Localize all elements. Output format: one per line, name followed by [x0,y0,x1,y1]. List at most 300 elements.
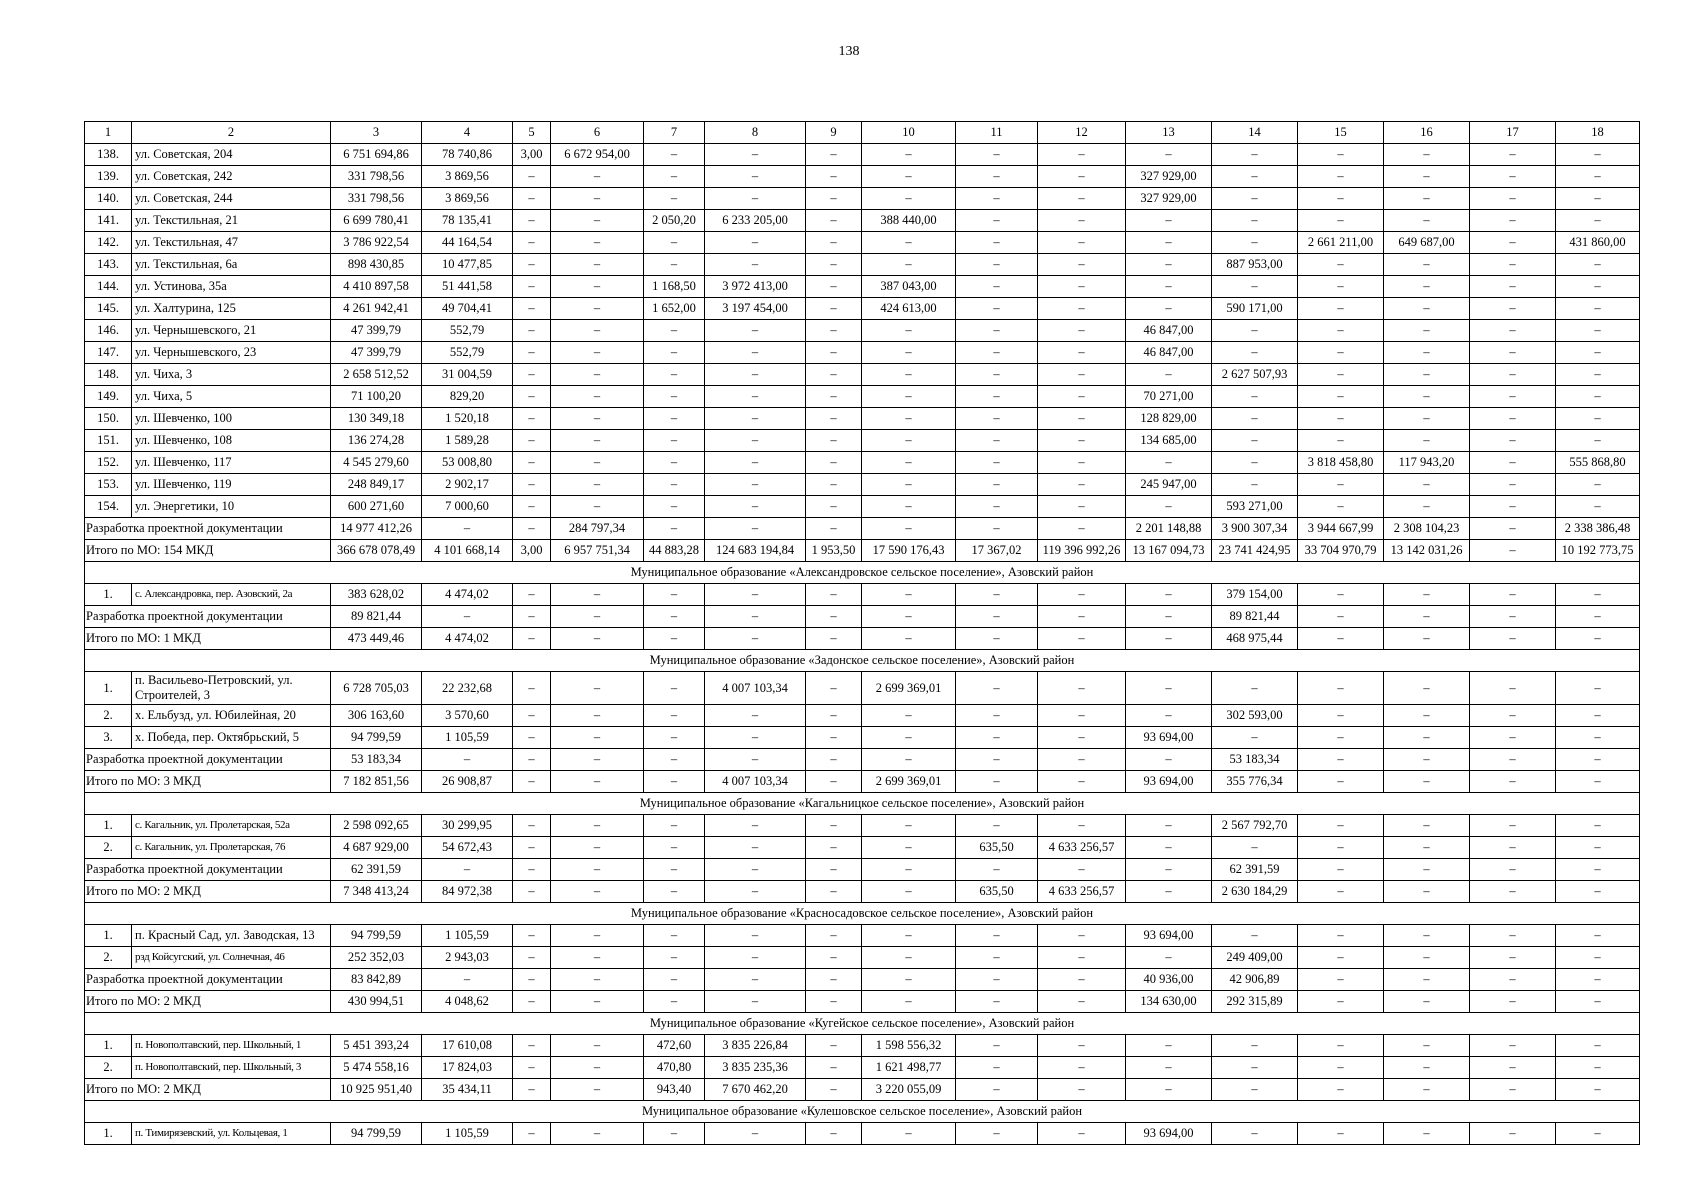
address-cell: ул. Шевченко, 119 [132,474,331,496]
value-cell: – [1126,947,1212,969]
value-cell: – [1470,1057,1556,1079]
value-cell: – [1384,320,1470,342]
value-cell: – [513,672,551,705]
value-cell: – [1038,628,1126,650]
value-cell: – [1038,298,1126,320]
value-cell: – [1298,584,1384,606]
value-cell: – [1470,144,1556,166]
value-cell: 552,79 [422,342,513,364]
value-cell: 10 192 773,75 [1556,540,1640,562]
value-cell: – [1556,1123,1640,1145]
row-number: 1. [85,925,132,947]
table-row [85,584,1640,606]
value-cell: – [806,749,862,771]
value-cell: 2 699 369,01 [862,672,956,705]
value-cell: – [1038,672,1126,705]
table-row [85,925,1640,947]
value-cell: 4 410 897,58 [331,276,422,298]
value-cell: – [956,1079,1038,1101]
value-cell: – [644,254,705,276]
value-cell: 284 797,34 [551,518,644,540]
value-cell: – [956,771,1038,793]
value-cell: – [1126,496,1212,518]
summary-label: Итого по МО: 3 МКД [85,771,331,793]
value-cell: – [644,991,705,1013]
value-cell: – [956,749,1038,771]
value-cell: – [862,628,956,650]
value-cell: – [1470,342,1556,364]
value-cell: – [806,232,862,254]
value-cell: 2 902,17 [422,474,513,496]
value-cell: – [513,320,551,342]
value-cell: – [862,166,956,188]
address-cell: п. Красный Сад, ул. Заводская, 13 [132,925,331,947]
row-number: 1. [85,1123,132,1145]
value-cell: – [862,727,956,749]
section-header-row [85,1101,1640,1123]
value-cell: 35 434,11 [422,1079,513,1101]
value-cell: – [1384,496,1470,518]
value-cell: – [422,969,513,991]
value-cell: – [1126,276,1212,298]
value-cell: – [1556,210,1640,232]
value-cell: – [551,320,644,342]
summary-label: Разработка проектной документации [85,606,331,628]
value-cell: 42 906,89 [1212,969,1298,991]
value-cell: – [551,408,644,430]
value-cell: – [1470,166,1556,188]
value-cell: 78 740,86 [422,144,513,166]
summary-label: Разработка проектной документации [85,859,331,881]
address-cell: ул. Чернышевского, 21 [132,320,331,342]
row-number: 144. [85,276,132,298]
value-cell: – [705,628,806,650]
value-cell: – [1212,727,1298,749]
address-cell: п. Новополтавский, пер. Школьный, 1 [132,1035,331,1057]
value-cell: – [1038,496,1126,518]
value-cell: – [422,749,513,771]
value-cell: – [551,727,644,749]
value-cell: – [1470,408,1556,430]
value-cell: – [513,947,551,969]
value-cell: 93 694,00 [1126,727,1212,749]
value-cell: – [862,254,956,276]
row-number: 138. [85,144,132,166]
value-cell: 248 849,17 [331,474,422,496]
value-cell: 2 943,03 [422,947,513,969]
value-cell: – [513,518,551,540]
value-cell: – [1556,859,1640,881]
value-cell: 943,40 [644,1079,705,1101]
value-cell: – [705,232,806,254]
table-row [85,430,1640,452]
value-cell: – [551,705,644,727]
value-cell: – [862,364,956,386]
value-cell: 23 741 424,95 [1212,540,1298,562]
address-cell: ул. Советская, 242 [132,166,331,188]
value-cell: – [956,386,1038,408]
value-cell: – [1384,364,1470,386]
value-cell: – [1298,1035,1384,1057]
value-cell: – [862,342,956,364]
value-cell: – [862,837,956,859]
section-title: Муниципальное образование «Красносадовское сельское поселение», Азовский район [85,903,1640,925]
summary-row [85,1079,1640,1101]
value-cell: 2 201 148,88 [1126,518,1212,540]
value-cell: 424 613,00 [862,298,956,320]
value-cell: – [1212,232,1298,254]
value-cell: 49 704,41 [422,298,513,320]
value-cell: – [644,496,705,518]
column-header: 12 [1038,122,1126,144]
value-cell: – [1384,991,1470,1013]
value-cell: – [956,859,1038,881]
value-cell: – [956,496,1038,518]
value-cell: – [806,342,862,364]
value-cell: – [705,452,806,474]
value-cell: 472,60 [644,1035,705,1057]
value-cell: – [1298,881,1384,903]
value-cell: – [1298,727,1384,749]
table-row [85,496,1640,518]
value-cell: 1 621 498,77 [862,1057,956,1079]
value-cell: – [806,254,862,276]
value-cell: – [1126,210,1212,232]
value-cell: – [1298,210,1384,232]
value-cell: – [1038,232,1126,254]
value-cell: – [1556,342,1640,364]
value-cell: – [806,276,862,298]
table-row [85,1123,1640,1145]
value-cell: 89 821,44 [1212,606,1298,628]
value-cell: – [806,1079,862,1101]
value-cell: 302 593,00 [1212,705,1298,727]
section-header-row [85,903,1640,925]
summary-label: Итого по МО: 2 МКД [85,881,331,903]
value-cell: – [513,254,551,276]
value-cell: – [956,584,1038,606]
value-cell: – [705,518,806,540]
value-cell: – [1212,452,1298,474]
value-cell: – [551,1079,644,1101]
value-cell: – [862,188,956,210]
value-cell: – [1470,298,1556,320]
row-number: 145. [85,298,132,320]
value-cell: – [806,386,862,408]
value-cell: – [1384,342,1470,364]
value-cell: – [1038,210,1126,232]
value-cell: – [1038,705,1126,727]
value-cell: 7 000,60 [422,496,513,518]
table-row [85,837,1640,859]
value-cell: – [1556,320,1640,342]
value-cell: – [551,771,644,793]
address-cell: ул. Энергетики, 10 [132,496,331,518]
column-header: 18 [1556,122,1640,144]
value-cell: 17 590 176,43 [862,540,956,562]
value-cell: – [806,1123,862,1145]
value-cell: – [513,749,551,771]
value-cell: – [1556,496,1640,518]
table-row [85,474,1640,496]
value-cell: 3,00 [513,144,551,166]
value-cell: – [1470,881,1556,903]
value-cell: – [862,947,956,969]
value-cell: – [1212,188,1298,210]
value-cell: – [862,584,956,606]
value-cell: – [806,430,862,452]
value-cell: 94 799,59 [331,925,422,947]
value-cell: – [1470,628,1556,650]
value-cell: – [1212,925,1298,947]
value-cell: – [705,837,806,859]
value-cell: 62 391,59 [1212,859,1298,881]
address-cell: п. Тимирязевский, ул. Кольцевая, 1 [132,1123,331,1145]
value-cell: 292 315,89 [1212,991,1298,1013]
table-row [85,232,1640,254]
value-cell: – [1212,1123,1298,1145]
value-cell: – [1038,1057,1126,1079]
address-cell: ул. Чиха, 5 [132,386,331,408]
summary-label: Итого по МО: 2 МКД [85,1079,331,1101]
value-cell: – [862,496,956,518]
value-cell: – [1298,628,1384,650]
value-cell: – [644,727,705,749]
value-cell: – [513,430,551,452]
value-cell: 53 183,34 [1212,749,1298,771]
value-cell: – [1384,1079,1470,1101]
value-cell: 84 972,38 [422,881,513,903]
value-cell: – [806,947,862,969]
value-cell: – [806,1035,862,1057]
value-cell: – [644,320,705,342]
value-cell: – [862,232,956,254]
value-cell: 366 678 078,49 [331,540,422,562]
value-cell: 2 627 507,93 [1212,364,1298,386]
value-cell: – [1038,727,1126,749]
value-cell: 7 182 851,56 [331,771,422,793]
value-cell: – [513,727,551,749]
value-cell: 6 699 780,41 [331,210,422,232]
column-header: 16 [1384,122,1470,144]
value-cell: 1 105,59 [422,1123,513,1145]
value-cell: – [1298,276,1384,298]
value-cell: 17 367,02 [956,540,1038,562]
value-cell: – [513,210,551,232]
value-cell: – [1470,232,1556,254]
value-cell: – [1556,408,1640,430]
value-cell: – [644,969,705,991]
value-cell: – [1298,1079,1384,1101]
value-cell: – [1384,408,1470,430]
value-cell: – [806,881,862,903]
value-cell: – [956,815,1038,837]
value-cell: – [551,166,644,188]
value-cell: – [1470,518,1556,540]
row-number: 147. [85,342,132,364]
value-cell: – [551,815,644,837]
value-cell: 635,50 [956,881,1038,903]
value-cell: – [513,386,551,408]
value-cell: – [551,837,644,859]
value-cell: – [513,1123,551,1145]
value-cell: 71 100,20 [331,386,422,408]
table-row [85,144,1640,166]
value-cell: – [422,859,513,881]
value-cell: – [705,474,806,496]
value-cell: – [1038,166,1126,188]
value-cell: 134 685,00 [1126,430,1212,452]
value-cell: – [705,881,806,903]
value-cell: – [806,859,862,881]
address-cell: ул. Шевченко, 100 [132,408,331,430]
value-cell: 26 908,87 [422,771,513,793]
value-cell: – [1298,771,1384,793]
value-cell: – [956,188,1038,210]
value-cell: – [513,232,551,254]
value-cell: – [551,1035,644,1057]
table-row [85,1057,1640,1079]
value-cell: – [1556,705,1640,727]
summary-row [85,749,1640,771]
page-number: 138 [838,44,860,59]
summary-label: Итого по МО: 1 МКД [85,628,331,650]
address-cell: ул. Халтурина, 125 [132,298,331,320]
value-cell: – [513,1035,551,1057]
value-cell: – [1038,815,1126,837]
value-cell: – [1038,320,1126,342]
value-cell: 7 348 413,24 [331,881,422,903]
value-cell: – [551,386,644,408]
value-cell: 379 154,00 [1212,584,1298,606]
value-cell: 128 829,00 [1126,408,1212,430]
value-cell: 6 233 205,00 [705,210,806,232]
value-cell: – [1384,881,1470,903]
value-cell: – [705,430,806,452]
value-cell: – [644,881,705,903]
value-cell: – [1126,815,1212,837]
value-cell: 355 776,34 [1212,771,1298,793]
row-number: 140. [85,188,132,210]
value-cell: – [1384,925,1470,947]
value-cell: 78 135,41 [422,210,513,232]
value-cell: – [806,320,862,342]
value-cell: – [1470,859,1556,881]
value-cell: – [1470,672,1556,705]
value-cell: – [551,1057,644,1079]
summary-row [85,771,1640,793]
row-number: 151. [85,430,132,452]
value-cell: – [1298,254,1384,276]
value-cell: – [1384,254,1470,276]
value-cell: – [806,496,862,518]
value-cell: – [1212,1035,1298,1057]
value-cell: – [1556,584,1640,606]
row-number: 143. [85,254,132,276]
value-cell: 2 308 104,23 [1384,518,1470,540]
value-cell: – [806,837,862,859]
value-cell: – [422,606,513,628]
row-number: 150. [85,408,132,430]
row-number: 1. [85,672,132,705]
table-row [85,727,1640,749]
value-cell: 1 598 556,32 [862,1035,956,1057]
value-cell: – [644,584,705,606]
value-cell: 1 105,59 [422,925,513,947]
value-cell: – [1038,969,1126,991]
value-cell: – [862,749,956,771]
value-cell: – [1556,881,1640,903]
value-cell: – [705,1123,806,1145]
value-cell: – [956,518,1038,540]
value-cell: – [644,606,705,628]
value-cell: 2 699 369,01 [862,771,956,793]
column-header: 14 [1212,122,1298,144]
value-cell: – [644,837,705,859]
summary-row [85,859,1640,881]
address-cell: с. Александровка, пер. Азовский, 2а [132,584,331,606]
value-cell: – [1384,210,1470,232]
row-number: 142. [85,232,132,254]
value-cell: – [862,969,956,991]
value-cell: – [1212,166,1298,188]
value-cell: 2 338 386,48 [1556,518,1640,540]
value-cell: – [806,518,862,540]
value-cell: – [551,881,644,903]
value-cell: – [956,1123,1038,1145]
value-cell: – [1470,276,1556,298]
value-cell: – [705,386,806,408]
section-header-row [85,1013,1640,1035]
column-header: 2 [132,122,331,144]
value-cell: – [1384,1057,1470,1079]
value-cell: 887 953,00 [1212,254,1298,276]
summary-row [85,540,1640,562]
value-cell: – [806,815,862,837]
value-cell: – [806,408,862,430]
value-cell: – [1556,144,1640,166]
column-header: 9 [806,122,862,144]
value-cell: – [513,408,551,430]
value-cell: – [1556,166,1640,188]
value-cell: – [551,749,644,771]
value-cell: 33 704 970,79 [1298,540,1384,562]
value-cell: – [956,144,1038,166]
value-cell: – [806,727,862,749]
summary-row [85,969,1640,991]
value-cell: – [1038,771,1126,793]
column-header: 3 [331,122,422,144]
column-header: 4 [422,122,513,144]
value-cell: – [1556,254,1640,276]
value-cell: – [862,991,956,1013]
address-cell: ул. Устинова, 35а [132,276,331,298]
value-cell: – [1298,386,1384,408]
value-cell: – [1470,210,1556,232]
value-cell: – [862,320,956,342]
value-cell: 51 441,58 [422,276,513,298]
value-cell: – [644,518,705,540]
address-cell: ул. Чиха, 3 [132,364,331,386]
value-cell: 383 628,02 [331,584,422,606]
value-cell: – [1298,705,1384,727]
value-cell: – [1470,925,1556,947]
value-cell: – [956,232,1038,254]
value-cell: 6 751 694,86 [331,144,422,166]
value-cell: 2 661 211,00 [1298,232,1384,254]
value-cell: 54 672,43 [422,837,513,859]
value-cell: – [644,749,705,771]
